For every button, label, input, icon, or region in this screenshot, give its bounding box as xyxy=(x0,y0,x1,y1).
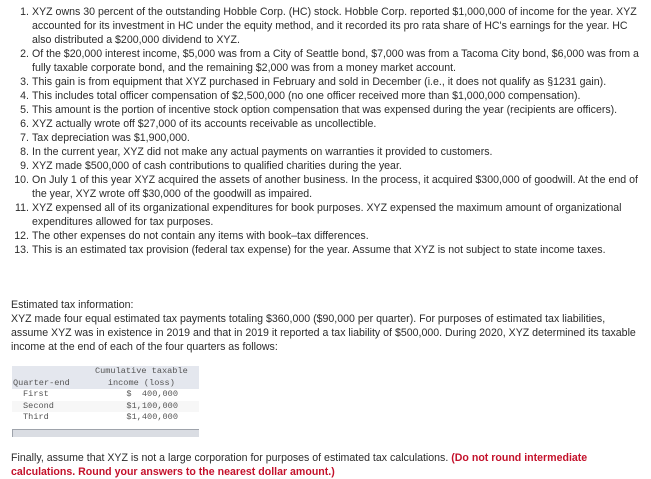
note-item xyxy=(0,201,640,229)
quarter-cell: Second xyxy=(23,400,54,411)
note-item xyxy=(0,117,640,131)
note-text: This gain is from equipment that XYZ purchased in February and sold in December (i.e., it does not qualify as §1231 gain). xyxy=(32,76,607,88)
note-text: Of the $20,000 interest income, $5,000 was from a City of Seattle bond, $7,000 was from a Tacoma City bond, $6,000 was from a fully taxable corporate bond, and the remaining $2,000 was from a money market account. xyxy=(32,48,639,74)
note-item xyxy=(0,145,640,159)
note-text: The other expenses do not contain any items with book–tax differences. xyxy=(32,230,369,242)
note-text: This amount is the portion of incentive stock option compensation that was expensed during the year (recipients are officers). xyxy=(32,104,618,116)
table-row xyxy=(12,401,199,413)
note-number: 7. xyxy=(20,132,29,144)
note-item xyxy=(0,131,640,145)
note-text: XYZ made $500,000 of cash contributions to qualified charities during the year. xyxy=(32,160,402,172)
note-number: 1. xyxy=(20,6,29,18)
note-item xyxy=(0,243,640,257)
income-cell: $ 400,000 xyxy=(126,389,178,399)
quarter-cell: Third xyxy=(23,412,49,422)
estimated-tax-section xyxy=(11,298,639,354)
note-number: 4. xyxy=(20,90,29,102)
note-number: 6. xyxy=(20,118,29,130)
note-number: 11. xyxy=(15,202,29,214)
table-row xyxy=(12,389,199,401)
income-cell: $1,100,000 xyxy=(126,400,178,411)
note-text: This includes total officer compensation of $2,500,000 (no one officer received more than $1,000,000 compensation). xyxy=(32,90,581,102)
estimated-tax-body: XYZ made four equal estimated tax payments totaling $360,000 ($90,000 per quarter). For purposes of estimated tax liabilities, assume XYZ was in existence in 2019 and that in 2019 it reported a tax liability of $500,000. During 2020, XYZ determined its taxable income at the end of each of the four quarters as follows: xyxy=(11,313,636,353)
note-text: XYZ expensed all of its organizational expenditures for book purposes. XYZ expensed the maximum amount of organizational expenditures allowed for tax purposes. xyxy=(32,202,622,228)
header-cumulative-line1: Cumulative taxable xyxy=(94,366,188,376)
note-text: This is an estimated tax provision (federal tax expense) for the year. Assume that XYZ is not subject to state income taxes. xyxy=(32,244,606,256)
note-number: 2. xyxy=(20,48,29,60)
note-item xyxy=(0,103,640,117)
note-number: 9. xyxy=(20,160,29,172)
estimated-tax-heading: Estimated tax information: xyxy=(11,299,134,311)
note-item xyxy=(0,229,640,243)
note-number: 10. xyxy=(14,174,29,186)
note-item xyxy=(0,173,640,201)
note-number: 5. xyxy=(20,104,29,116)
note-item xyxy=(0,159,640,173)
table-row xyxy=(12,412,199,424)
final-instructions xyxy=(11,451,639,479)
header-quarter-end: Quarter-end xyxy=(13,377,70,388)
note-number: 12. xyxy=(14,230,29,242)
note-item xyxy=(0,47,640,75)
note-number: 8. xyxy=(20,146,29,158)
note-item xyxy=(0,75,640,89)
rounding-instruction: (Do not round intermediate calculations. Round your answers to the nearest dollar amount.) xyxy=(11,452,588,478)
quarter-cell: First xyxy=(23,389,49,399)
income-cell: $1,400,000 xyxy=(126,412,178,422)
cumulative-income-table xyxy=(12,366,199,424)
note-text: On July 1 of this year XYZ acquired the assets of another business. In the process, it acquired $300,000 of goodwill. At the end of the year, XYZ wrote off $30,000 of the goodwill as impaired. xyxy=(32,174,638,200)
note-item xyxy=(0,89,640,103)
table-scrollbar[interactable] xyxy=(12,429,199,437)
header-cumulative-line2: income (loss) xyxy=(107,377,175,388)
note-text: Tax depreciation was $1,900,000. xyxy=(32,132,190,144)
cumulative-income-table-container xyxy=(12,366,199,437)
note-number: 3. xyxy=(20,76,29,88)
final-text: Finally, assume that XYZ is not a large corporation for purposes of estimated tax calculations. xyxy=(11,452,452,464)
table-header-row xyxy=(12,366,199,378)
note-text: XYZ owns 30 percent of the outstanding Hobble Corp. (HC) stock. Hobble Corp. reported $1,000,000 of income for the year. XYZ accounted for its investment in HC under the equity method, and it recorded its pro rata share of HC's earnings for the year. HC also distributed a $200,000 dividend to XYZ. xyxy=(32,6,637,46)
note-text: XYZ actually wrote off $27,000 of its accounts receivable as uncollectible. xyxy=(32,118,377,130)
note-item xyxy=(0,5,640,47)
note-number: 13. xyxy=(14,244,29,256)
note-text: In the current year, XYZ did not make any actual payments on warranties it provided to customers. xyxy=(32,146,493,158)
